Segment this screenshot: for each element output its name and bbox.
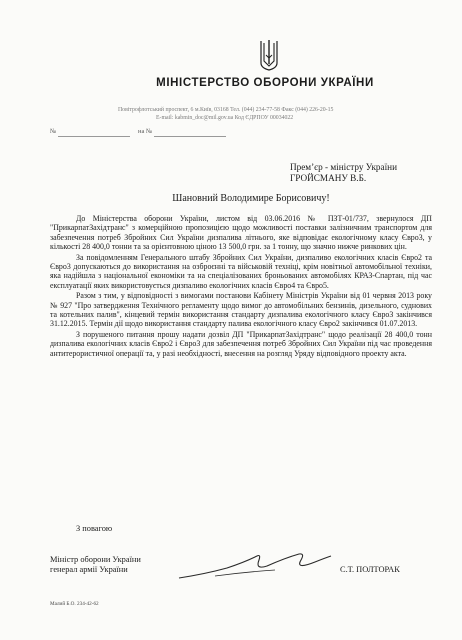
body-paragraph: Разом з тим, у відповідності з вимогами постанови Кабінету Міністрів України від 01 червня 2013 року № 927 "Про затвердження Технічного регламенту щодо вимог до автомобільних бензинів, дизельного, суднових та котельних палив", кінцевий термін використання стандарту дизпалива екологічного класу Євро3 закінчився 31.12.2015. Термін дії щодо використання стандарту палива екологічного класу Євро2 закінчився 01.07.2013.: [50, 291, 432, 329]
outgoing-number-label: №: [50, 128, 57, 135]
letter-body: [50, 214, 432, 359]
outgoing-number-line: [58, 136, 130, 137]
body-paragraph: До Міністерства оборони України, листом від 03.06.2016 № ПЗТ-01/737, звернулося ДП "ПрикарпатЗахідтранс" з комерційною пропозицією щодо можливості поставки залізничним транспортом для забезпечення потреб Збройних Сил України дизпалива літнього, яке відповідає екологічному класу Євро3, у кількості 28 400,0 тонни та за орієнтовною ціною 13 500,0 грн. за 1 тонну, що значно нижче ринкових цін.: [50, 214, 432, 251]
letterhead-address: [118, 106, 448, 122]
address-line: Повітрофлотський проспект, 6 м.Київ, 03168 Тел. (044) 234-77-58 Факс (044) 226-20-15: [118, 107, 334, 113]
ukraine-trident-icon: [259, 37, 279, 71]
incoming-number-label: на №: [138, 128, 153, 135]
incoming-number-line: [154, 136, 226, 137]
signatory-title-line: Міністр оборони України: [50, 555, 141, 564]
signatory-name: С.Т. ПОЛТОРАК: [340, 565, 400, 574]
body-paragraph: З порушеного питання прошу надати дозвіл ДП "ПрикарпатЗахідтранс" щодо реалізації 28 400,0 тонн дизпалива екологічних класів Євро2 і Євро3 для забезпечення потреб Збройних Сил України під час проведення антитерористичної операції та, у разі необхідності, внесення на розгляд Уряду відповідного проекту акта.: [50, 330, 432, 358]
executor-footnote: Малий Б.О. 234-42-62: [50, 601, 99, 607]
addressee: [290, 162, 460, 184]
salutation: Шановний Володимире Борисовичу!: [172, 193, 330, 204]
addressee-name: ГРОЙСМАНУ В.Б.: [290, 173, 367, 183]
body-paragraph: За повідомленням Генерального штабу Збройних Сил України, дизпаливо екологічних класів Євро2 та Євро3 допускаються до використання на озброєнні та військовій техніці, крім новітньої автомобільної техніки, яка надійшла з національної економіки та на спеціалізованих броньованих автомобілях КРАЗ-Спартан, під час експлуатації яких використовується дизпаливо екологічних класів Євро4 та Євро5.: [50, 252, 432, 290]
addressee-position: Прем’єр - міністру України: [290, 162, 397, 172]
address-line: E-mail: kabmin_doc@mil.gov.ua Код ЄДРПОУ 00034022: [156, 115, 294, 121]
signatory-title: [50, 555, 141, 575]
ministry-title: МІНІСТЕРСТВО ОБОРОНИ УКРАЇНИ: [156, 77, 374, 89]
signatory-title-line: генерал армії України: [50, 565, 128, 574]
closing-phrase: З повагою: [76, 524, 113, 533]
handwritten-signature: [175, 548, 335, 588]
